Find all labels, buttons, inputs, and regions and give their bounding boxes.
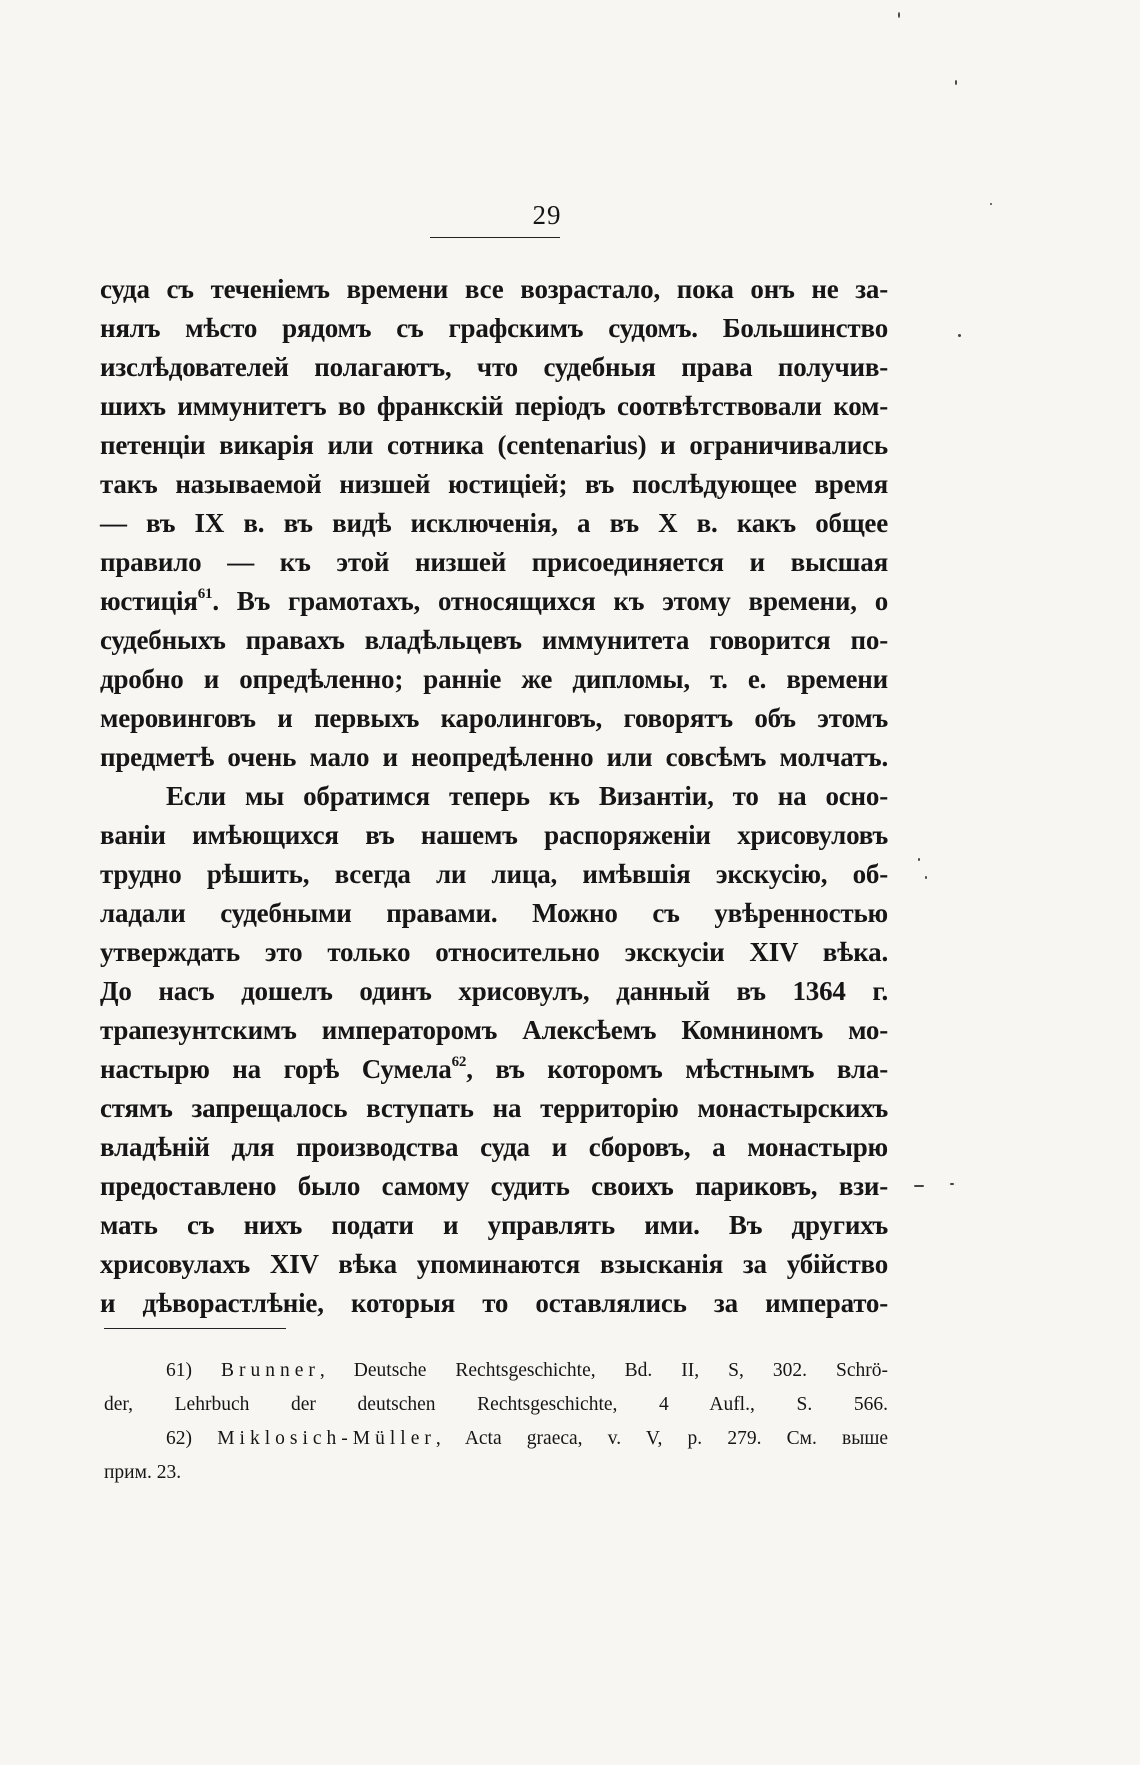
text-line: изслѣдователей полагаютъ, что судебныя права получив- <box>100 352 888 382</box>
text-line: утверждать это только относительно экскусіи XIV вѣка. <box>100 937 888 967</box>
main-text <box>100 270 888 1323</box>
scan-speck <box>950 1183 954 1185</box>
text-line: шихъ иммунитетъ во франкскій періодъ соотвѣтствовали ком- <box>100 391 888 421</box>
footnote-number: 62) <box>166 1428 192 1449</box>
text-line: правило — къ этой низшей присоединяется и высшая <box>100 547 888 577</box>
text-line: нялъ мѣсто рядомъ съ графскимъ судомъ. Большинство <box>100 313 888 343</box>
footnote-ref-61: 61 <box>197 586 213 602</box>
text-line <box>100 1050 888 1089</box>
footnote-text: , Deutsche Rechtsgeschichte, Bd. II, S, 302. Schrö- <box>319 1360 889 1381</box>
text-line: трудно рѣшить, всегда ли лица, имѣвшія экскусію, об- <box>100 859 888 889</box>
scan-speck <box>918 858 920 861</box>
footnote-62-line-1 <box>104 1422 888 1456</box>
footnote-62-line-2: прим. 23. <box>104 1462 182 1483</box>
text-line: хрисовулахъ XIV вѣка упоминаются взысканія за убійство <box>100 1249 888 1279</box>
text-line: стямъ запрещалось вступать на территорію монастырскихъ <box>100 1093 888 1123</box>
text-line: мать съ нихъ подати и управлять ими. Въ другихъ <box>100 1210 888 1240</box>
scan-speck <box>958 334 961 337</box>
text-segment: , въ которомъ мѣстнымъ вла- <box>466 1054 888 1084</box>
footnote-text: , Acta graeca, v. V, p. 279. См. выше <box>435 1428 889 1449</box>
text-line: ладали судебными правами. Можно съ увѣренностью <box>100 898 888 928</box>
text-line: — въ IX в. въ видѣ исключенія, а въ X в. какъ общее <box>100 508 888 538</box>
text-line: Если мы обратимся теперь къ Византіи, то на осно- <box>166 781 888 811</box>
text-line: такъ называемой низшей юстиціей; въ послѣдующее время <box>100 469 888 499</box>
scan-speck <box>955 80 957 85</box>
text-line: предоставлено было самому судить своихъ париковъ, взи- <box>100 1171 888 1201</box>
scan-speck <box>914 1185 924 1187</box>
scan-speck <box>925 876 927 879</box>
text-segment: настырю на горѣ Сумела <box>100 1054 452 1084</box>
text-line <box>100 582 888 621</box>
footnote-61-line-2: der, Lehrbuch der deutschen Rechtsgeschichte, 4 Aufl., S. 566. <box>104 1394 888 1415</box>
text-line: ваніи имѣющихся въ нашемъ распоряженіи хрисовуловъ <box>100 820 888 850</box>
footnote-number: 61) <box>166 1360 192 1381</box>
text-line: трапезунтскимъ императоромъ Алексѣемъ Комниномъ мо- <box>100 1015 888 1045</box>
footnote-author: Miklosich-Müller <box>217 1428 436 1449</box>
page-number: 29 <box>532 200 562 230</box>
text-line: меровинговъ и первыхъ каролинговъ, говорятъ объ этомъ <box>100 703 888 733</box>
footnotes <box>104 1354 888 1490</box>
text-line: и дѣворастлѣніе, которыя то оставлялись за императо- <box>100 1288 888 1318</box>
scan-speck <box>898 12 900 18</box>
text-line: суда съ теченіемъ времени все возрастало, пока онъ не за- <box>100 274 888 304</box>
page-number-container <box>0 200 1140 231</box>
text-segment: юстиція <box>100 586 198 616</box>
footnote-ref-62: 62 <box>451 1054 467 1070</box>
text-line: петенціи викарія или сотника (centenarius) и ограничивались <box>100 430 888 460</box>
footnote-author: Brunner <box>221 1360 320 1381</box>
text-line: предметѣ очень мало и неопредѣленно или совсѣмъ молчатъ. <box>100 742 888 772</box>
text-line: судебныхъ правахъ владѣльцевъ иммунитета говорится по- <box>100 625 888 655</box>
text-line: До насъ дошелъ одинъ хрисовулъ, данный въ 1364 г. <box>100 976 888 1006</box>
scan-speck <box>990 203 992 205</box>
text-line: владѣній для производства суда и сборовъ, а монастырю <box>100 1132 888 1162</box>
footnote-rule <box>104 1328 286 1329</box>
footnote-61-line-1 <box>104 1354 888 1388</box>
page-number-rule <box>430 237 560 238</box>
text-line: дробно и опредѣленно; ранніе же дипломы, т. е. времени <box>100 664 888 694</box>
text-segment: . Въ грамотахъ, относящихся къ этому времени, о <box>212 586 888 616</box>
